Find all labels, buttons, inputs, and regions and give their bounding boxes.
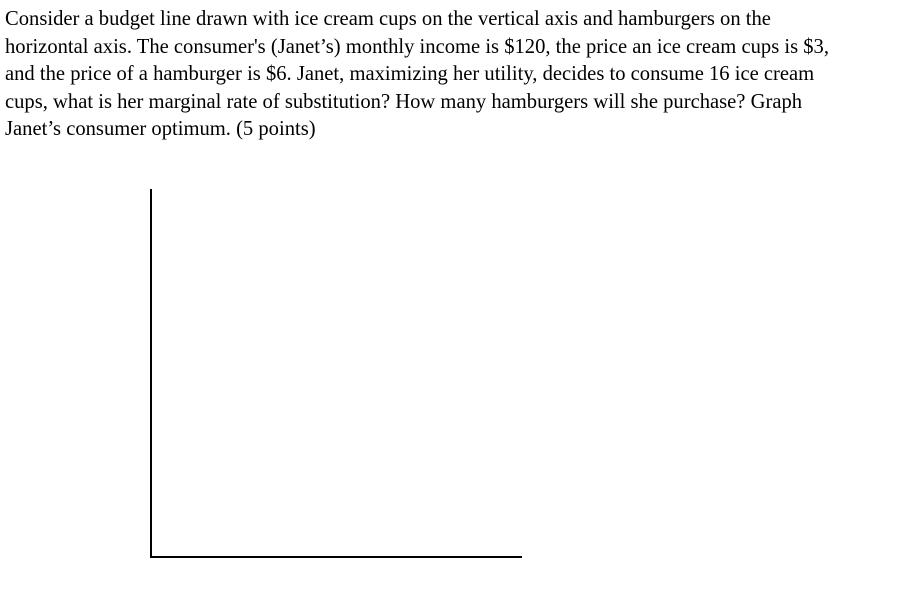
vertical-axis-line — [150, 189, 152, 557]
question-text — [5, 6, 897, 144]
question-line: cups, what is her marginal rate of substitution? How many hamburgers will she purchase? Graph — [5, 90, 803, 113]
horizontal-axis-line — [150, 556, 522, 558]
question-line: Janet’s consumer optimum. (5 points) — [5, 118, 316, 140]
question-line: horizontal axis. The consumer's (Janet’s) monthly income is $120, the price an ice cream cups is $3, — [5, 35, 830, 58]
question-line: and the price of a hamburger is $6. Janet, maximizing her utility, decides to consume 16 ice cream — [5, 63, 815, 85]
question-line: Consider a budget line drawn with ice cream cups on the vertical axis and hamburgers on the — [5, 8, 771, 30]
